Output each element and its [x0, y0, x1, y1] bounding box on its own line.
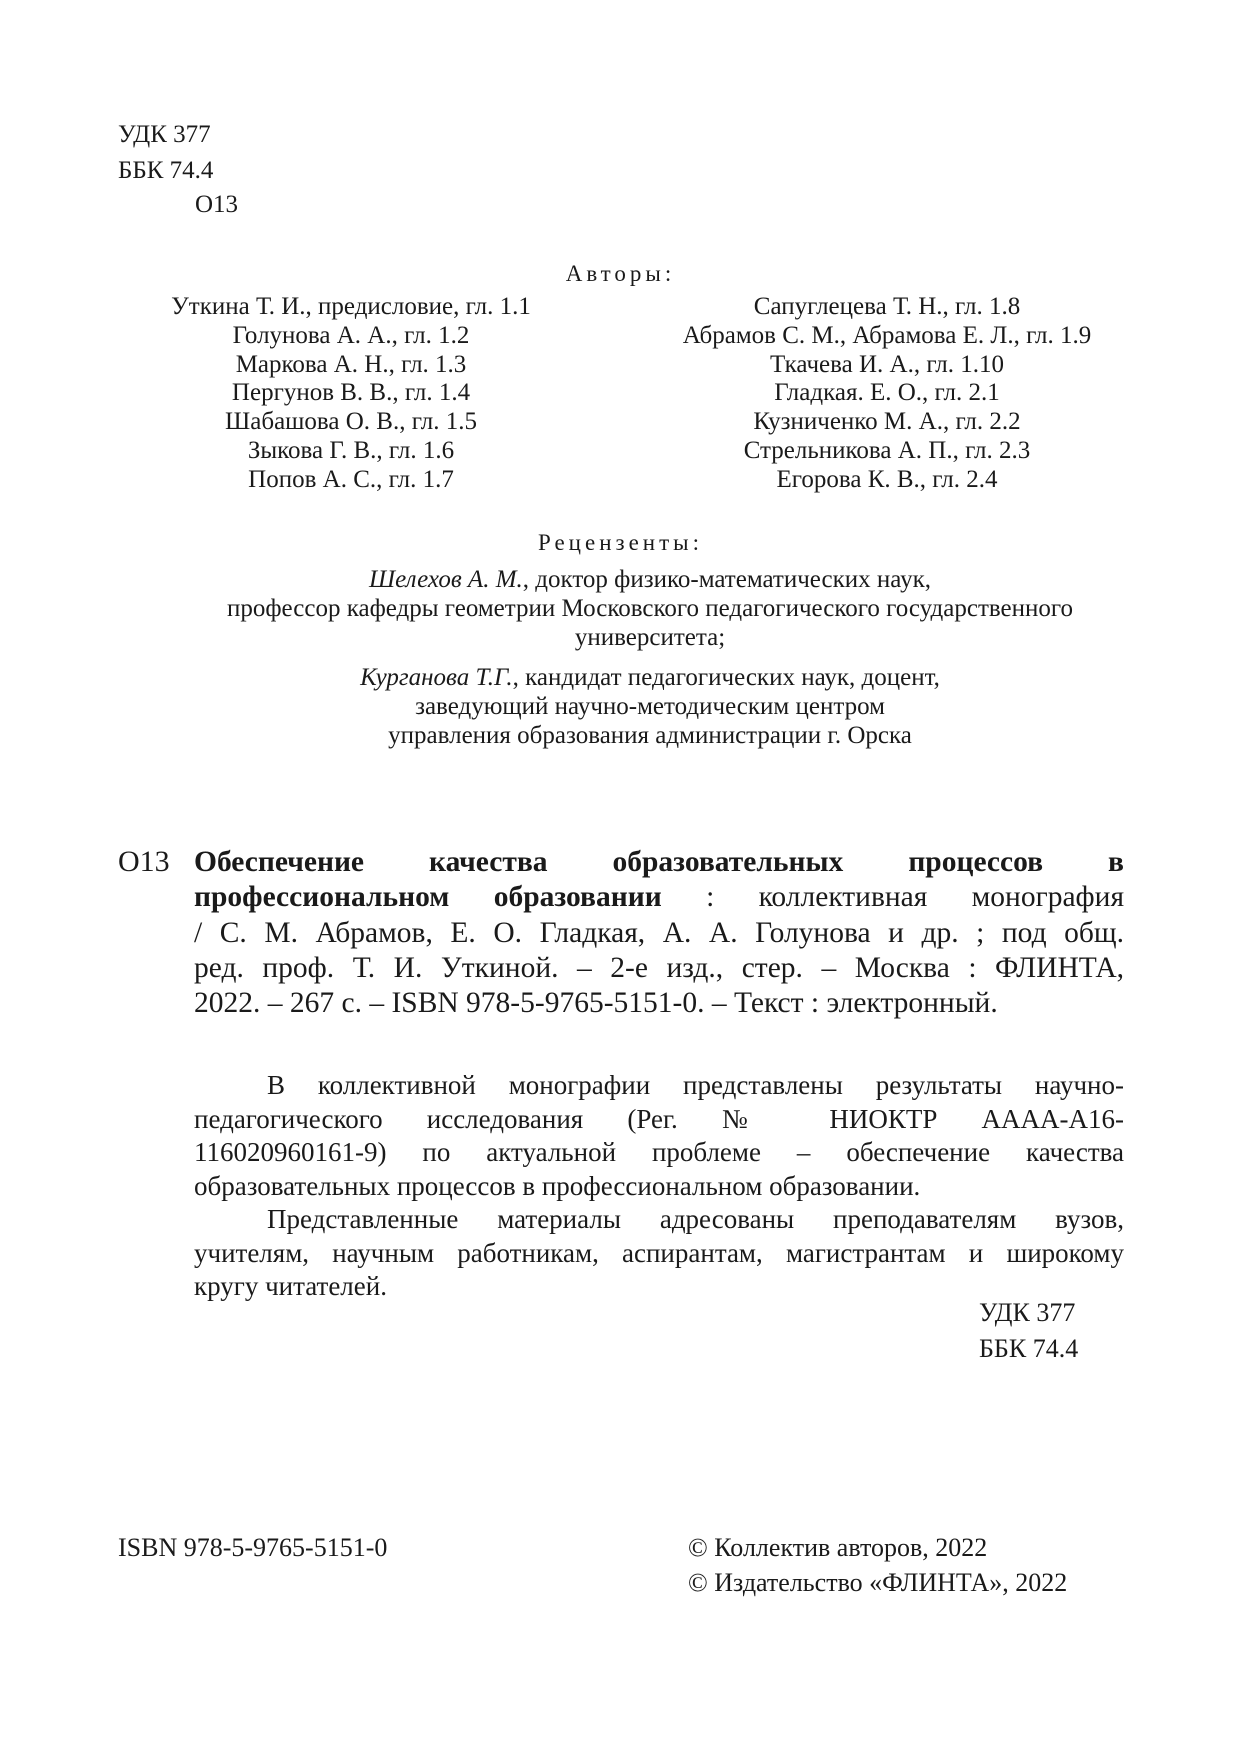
author-entry: Шабашова О. В., гл. 1.5 — [225, 408, 477, 436]
udk-code: УДК 377 — [118, 121, 211, 148]
reviewers-heading: Рецензенты: — [537, 530, 704, 555]
bibliographic-code: О13 — [118, 845, 170, 878]
annotation-line: кругу читателей. — [194, 1271, 387, 1301]
bib-line — [194, 880, 1124, 915]
annotation-line: учителям, научным работникам, аспирантам, магистрантам и широкому — [194, 1237, 1124, 1268]
isbn: ISBN 978-5-9765-5151-0 — [118, 1533, 388, 1562]
annotation-line: Представленные материалы адресованы преподавателям вузов, — [267, 1204, 1124, 1234]
book-title-line: профессиональном образовании — [194, 881, 662, 914]
bbk-code-bottom: ББК 74.4 — [979, 1334, 1079, 1363]
author-entry: Голунова А. А., гл. 1.2 — [232, 321, 470, 349]
reviewer-1 — [150, 566, 1150, 652]
reviewer-name: Шелехов А. М. — [369, 566, 523, 593]
author-entry: Пергунов В. В., гл. 1.4 — [231, 379, 471, 407]
reviewer-name: Курганова Т.Г. — [360, 664, 513, 691]
author-entry: Маркова А. Н., гл. 1.3 — [235, 350, 467, 378]
author-entry: Уткина Т. И., предисловие, гл. 1.1 — [171, 293, 531, 320]
reviewer-2 — [150, 664, 1150, 750]
author-entry: Егорова К. В., гл. 2.4 — [776, 465, 998, 493]
copyright-publisher: © Издательство «ФЛИНТА», 2022 — [688, 1568, 1068, 1597]
author-entry: Кузниченко М. А., гл. 2.2 — [753, 408, 1021, 436]
annotation-line: педагогического исследования (Рег. № НИОКТР АААА-А16- — [194, 1103, 1124, 1134]
bib-line: / С. М. Абрамов, Е. О. Гладкая, А. А. Голунова и др. ; под общ. — [194, 916, 1124, 949]
authors-right-column — [672, 293, 1102, 495]
bib-genre: : коллективная монография — [661, 881, 1125, 914]
annotation-line: образовательных процессов в профессиональном образовании. — [194, 1170, 921, 1201]
copyright-authors: © Коллектив авторов, 2022 — [688, 1533, 988, 1562]
bib-line: ред. проф. Т. И. Уткиной. – 2-е изд., стер. – Москва : ФЛИНТА, — [194, 951, 1124, 984]
annotation-line: В коллективной монографии представлены результаты научно- — [267, 1070, 1124, 1100]
book-title-line: Обеспечение качества образовательных процессов в — [194, 846, 1124, 878]
reviewer-line: управления образования администрации г. Орска — [388, 721, 912, 749]
bbk-code: ББК 74.4 — [118, 157, 214, 184]
author-entry: Ткачева И. А., гл. 1.10 — [769, 350, 1005, 378]
annotation — [194, 1069, 1124, 1304]
reviewer-line: профессор кафедры геометрии Московского педагогического государственного — [226, 594, 1074, 622]
authors-left-column — [153, 293, 549, 495]
reviewer-line — [369, 566, 931, 595]
author-entry: Стрельникова А. П., гл. 2.3 — [743, 436, 1031, 464]
bib-line: 2022. – 267 с. – ISBN 978-5-9765-5151-0. – Текст : электронный. — [194, 987, 998, 1020]
author-sign: О13 — [195, 191, 239, 218]
reviewer-line: университета; — [574, 623, 726, 651]
reviewer-title: , кандидат педагогических наук, доцент, — [512, 664, 940, 691]
annotation-line: 116020960161-9) по актуальной проблеме – обеспечение качества — [194, 1137, 1124, 1167]
bibliographic-record — [194, 845, 1124, 1021]
authors-heading: Авторы: — [565, 261, 676, 286]
udk-code-bottom: УДК 377 — [979, 1298, 1076, 1327]
reviewer-line — [360, 664, 940, 693]
author-entry: Гладкая. Е. О., гл. 2.1 — [774, 379, 1000, 407]
author-entry: Попов А. С., гл. 1.7 — [248, 465, 454, 493]
reviewer-line: заведующий научно-методическим центром — [415, 692, 885, 720]
reviewer-title: , доктор физико-математических наук, — [522, 566, 931, 593]
author-entry: Сапуглецева Т. Н., гл. 1.8 — [753, 293, 1021, 320]
author-entry: Зыкова Г. В., гл. 1.6 — [247, 436, 455, 464]
author-entry: Абрамов С. М., Абрамова Е. Л., гл. 1.9 — [682, 321, 1092, 349]
